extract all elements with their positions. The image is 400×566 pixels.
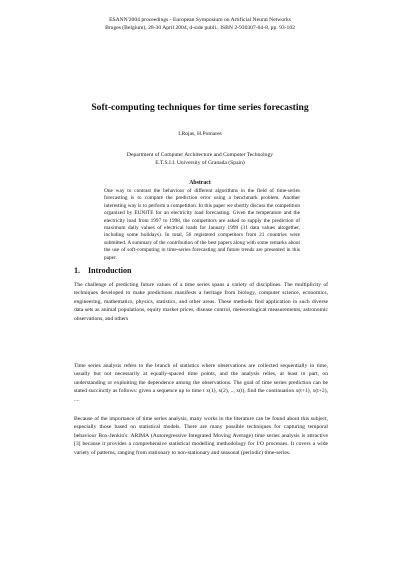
proceedings-header [0, 16, 400, 32]
header-line-1: ESANN'2004 proceedings - European Symposium on Artificial Neural Networks [109, 17, 291, 23]
paper-authors: I.Rojas, H.Pomares [178, 131, 222, 137]
body-paragraph: Because of the importance of time series analysis, many works in the literature can be found about this subject, especially those based on statistical models. There are many possible techniques for capturing temporal behaviour Box-Jenkin's: ARIMA (Autoregressive Integrated Moving Average) time series analysis is attractive [3] because it provides a comprehensive statistical modelling methodology for I/O processes. It covers a wide variety of patterns, ranging from stationary to non-stationary and seasonal (periodic) time-series. [74, 416, 328, 456]
body-paragraph: The challenge of predicting future values of a time series spans a variety of disciplines. The multiplicity of techniques developed to make predictions manifests a heritage from biology, computer science, economics, engineering, mathematics, physics, statistics, and other areas. These methods find application in such diverse data sets as animal populations, equity market prices, disease control, meteorological measurements, astronomic observations, and others [74, 282, 328, 322]
abstract-heading: Abstract [189, 180, 211, 186]
section-title: Introduction [88, 266, 132, 275]
section-heading [74, 266, 131, 275]
affiliation-line-2: E.T.S.I.I. University of Granada (Spain) [155, 159, 245, 166]
affiliation [0, 152, 400, 167]
section-number: 1. [74, 266, 80, 275]
affiliation-line-1: Department of Computer Architecture and Computer Technology [126, 152, 274, 158]
paper-title: Soft-computing techniques for time series forecasting [91, 102, 309, 113]
abstract-text: One way to contrast the behaviour of different algorithms in the field of time-series forecasting is to compare the prediction error using a benchmark problem. Another interesting way is to perform a competition. In this paper we shortly discuss the competition organized by EUNITE for an electricity load forecasting. Given the temperature and the electricity load from 1997 to 1998, the competitors are asked to supply the prediction of maximum daily values of electrical loads for January 1999 (31 data values altogether, including some holidays). In total, 56 registered competitors from 21 countries were submitted. A summary of the contribution of the best papers along with some remarks about the use of soft-computing in time-series forecasting and future trends are presented in this paper. [104, 188, 300, 261]
body-paragraph: Time series analysis refers to the branch of statistics where observations are collected sequentially in time, usually but not necessarily at equally-spaced time points, and the analysis relies, at least in part, on understanding or exploiting the dependence among the observations. The goal of time series prediction can be stated succinctly as follows: given a sequence up to time t x(1), x(2), .., x(t), find the continuation x(t+1), x(t+2), .... [74, 363, 328, 403]
header-line-2: Bruges (Belgium), 28-30 April 2004, d-side publi., ISBN 2-930307-04-8, pp. 93-102 [105, 25, 295, 31]
